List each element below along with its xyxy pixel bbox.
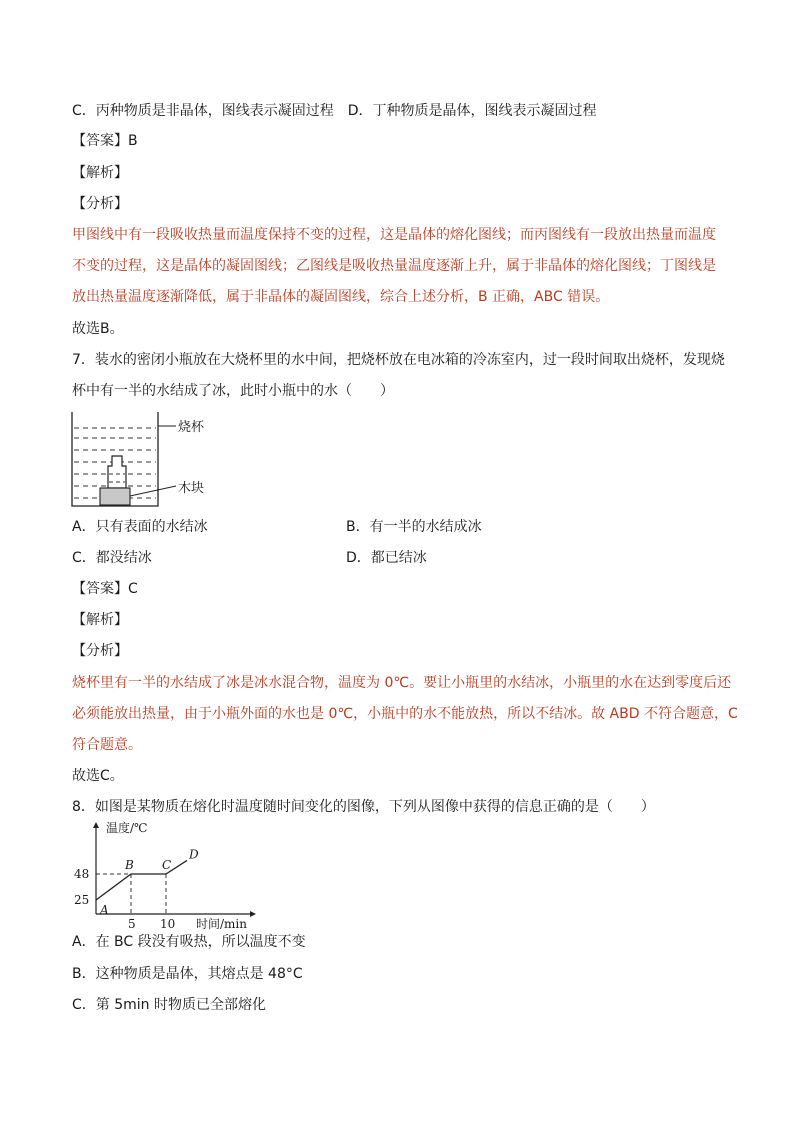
q7-option-a: A．只有表面的水结冰 <box>72 519 208 535</box>
y-tick-label: 48 <box>74 867 90 881</box>
x-axis-arrow <box>250 911 256 917</box>
q7-fenxi-heading: 【分析】 <box>72 643 128 659</box>
point-label: C <box>162 858 172 872</box>
q8-option-b: B．这种物质是晶体，其熔点是 48°C <box>72 966 303 982</box>
q6-analysis-line: 甲图线中有一段吸收热量而温度保持不变的过程，这是晶体的熔化图线；而丙图线有一段放出热量而温度 <box>72 227 716 243</box>
q8-option-a: A．在 BC 段没有吸热，所以温度不变 <box>72 934 306 950</box>
x-tick-label: 10 <box>160 917 176 930</box>
q7-choose: 故选C。 <box>72 768 124 784</box>
point-label: D <box>189 847 199 862</box>
q7-analysis-line: 符合题意。 <box>72 737 142 753</box>
q6-choose: 故选B。 <box>72 321 124 337</box>
q7-stem-line: 杯中有一半的水结成了冰，此时小瓶中的水（ ） <box>72 383 394 399</box>
q6-jiexi-heading: 【解析】 <box>72 165 128 181</box>
q7-analysis-line: 必须能放出热量，由于小瓶外面的水也是 0℃，小瓶中的水不能放热，所以不结冰。故 ABD 不符合题意，C <box>72 706 738 722</box>
melting-curve-chart <box>70 820 270 930</box>
q7-option-d: D．都已结冰 <box>346 550 427 566</box>
q7-stem-line: 7．装水的密闭小瓶放在大烧杯里的水中间，把烧杯放在电冰箱的冷冻室内，过一段时间取出烧杯，发现烧 <box>72 352 725 368</box>
q6-options-cd: C．丙种物质是非晶体，图线表示凝固过程 D．丁种物质是晶体，图线表示凝固过程 <box>72 103 597 119</box>
x-axis-label: 时间/min <box>196 917 247 930</box>
q7-answer: 【答案】C <box>72 581 138 597</box>
y-tick-label: 25 <box>74 893 90 907</box>
y-axis-label: 温度/℃ <box>106 821 148 835</box>
point-label: A <box>100 903 109 917</box>
q8-option-c: C．第 5min 时物质已全部熔化 <box>72 997 266 1013</box>
beaker-label: 烧杯 <box>178 420 205 435</box>
y-axis-arrow <box>93 822 99 828</box>
point-label: B <box>125 858 134 872</box>
q6-fenxi-heading: 【分析】 <box>72 196 128 212</box>
q7-jiexi-heading: 【解析】 <box>72 612 128 628</box>
melting-curve-line <box>96 860 187 900</box>
x-tick-label: 5 <box>128 917 136 930</box>
q7-option-b: B．有一半的水结成冰 <box>346 519 482 535</box>
q6-analysis-line: 不变的过程，这是晶体的凝固图线；乙图线是吸收热量温度逐渐上升，属于非晶体的熔化图线；丁图线是 <box>72 258 716 274</box>
q7-option-c: C．都没结冰 <box>72 550 152 566</box>
q7-analysis-line: 烧杯里有一半的水结成了冰是冰水混合物，温度为 0℃。要让小瓶里的水结冰，小瓶里的水在达到零度后还 <box>72 675 732 691</box>
beaker-figure <box>64 408 224 510</box>
q8-stem: 8．如图是某物质在熔化时温度随时间变化的图像，下列从图像中获得的信息正确的是（ ） <box>72 799 655 815</box>
q6-analysis-line: 放出热量温度逐渐降低，属于非晶体的凝固图线，综合上述分析，B 正确，ABC 错误。 <box>72 289 610 305</box>
wood-block-label: 木块 <box>178 481 205 496</box>
q6-answer: 【答案】B <box>72 133 138 149</box>
